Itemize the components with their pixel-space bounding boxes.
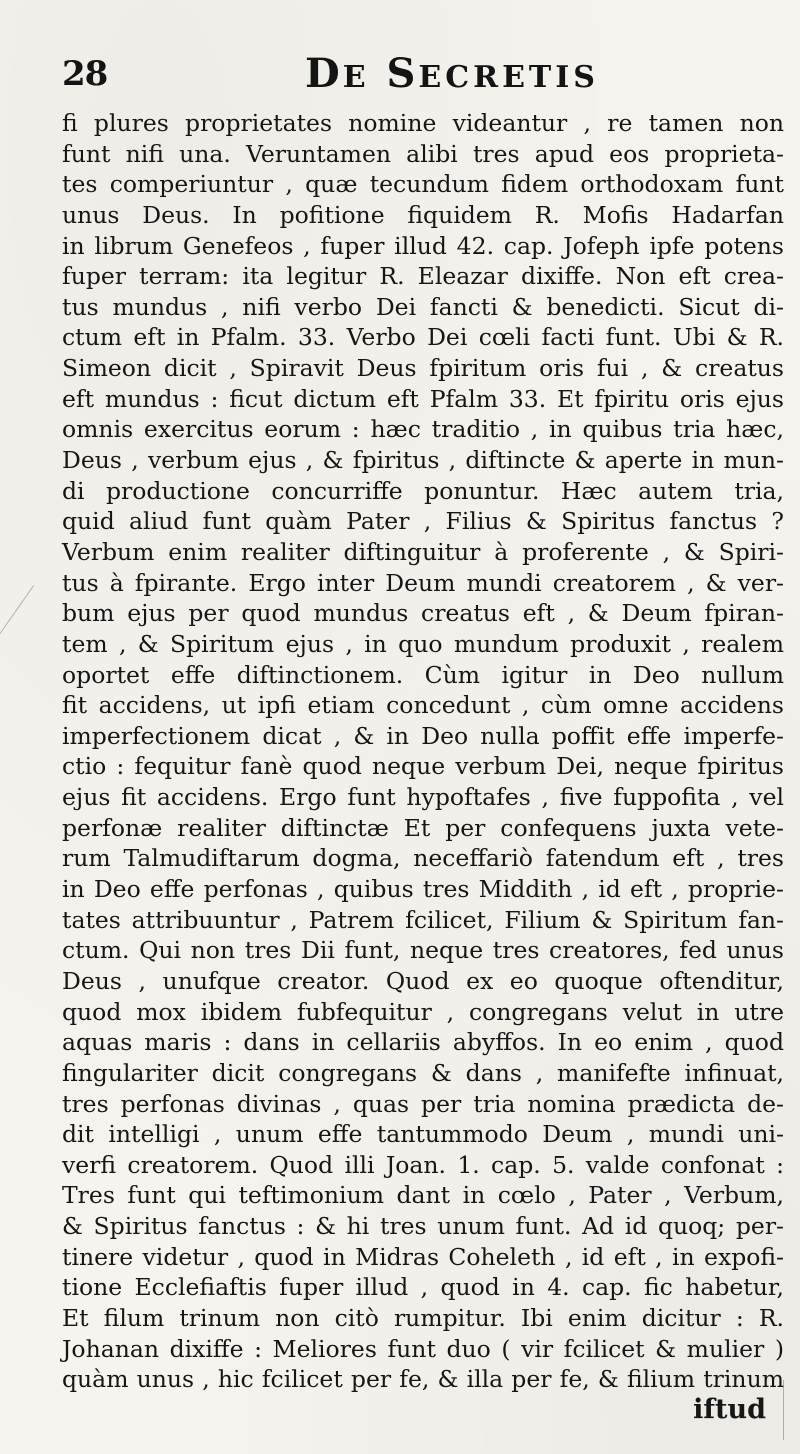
text-line: tates attribuuntur , Patrem fcilicet, Filium & Spiritum fan- (62, 905, 784, 934)
running-title-rest-2: ECRETIS (418, 60, 599, 95)
text-line: Simeon dicit , Spiravit Deus fpiritum oris fui , & creatus (62, 354, 784, 383)
text-line: aquas maris : dans in cellariis abyffos. In eo enim , quod (62, 1028, 784, 1057)
text-line: quàm unus , hic fcilicet per fe, & illa per fe, & filium trinum (62, 1365, 784, 1394)
text-line: rum Talmudiftarum dogma, neceffariò fatendum eft , tres (62, 844, 784, 873)
text-line: Verbum enim realiter diftinguitur à proferente , & Spiri- (62, 537, 784, 566)
text-line: Et filum trinum non citò rumpitur. Ibi enim dicitur : R. (62, 1303, 784, 1332)
running-title-rest-1: E (342, 60, 370, 95)
text-line: perfonæ realiter diftinctæ Et per confequens juxta vete- (62, 813, 784, 842)
margin-mark (0, 585, 34, 635)
text-line: in Deo effe perfonas , quibus tres Middith , id eft , proprie- (62, 875, 784, 904)
text-line: tione Ecclefiaftis fuper illud , quod in 4. cap. fic habetur, (62, 1273, 784, 1302)
text-line: fi plures proprietates nomine videantur , re tamen non (62, 109, 784, 137)
text-line: bum ejus per quod mundus creatus eft , & Deum fpiran- (62, 599, 784, 628)
text-line: tem , & Spiritum ejus , in quo mundum produxit , realem (62, 629, 784, 658)
running-title (305, 50, 599, 97)
text-line: fit accidens, ut ipfi etiam concedunt , cùm omne accidens (62, 691, 784, 720)
text-line: oportet effe diftinctionem. Cùm igitur in Deo nullum (62, 660, 784, 689)
text-line: verfi creatorem. Quod illi Joan. 1. cap. 5. valde confonat : (62, 1150, 784, 1179)
running-head (0, 50, 800, 98)
text-line: omnis exercitus eorum : hæc traditio , in quibus tria hæc, (62, 415, 784, 444)
running-title-initial-2: S (386, 50, 419, 97)
text-line: ctum eft in Pfalm. 33. Verbo Dei cœli facti funt. Ubi & R. (62, 323, 784, 352)
body-text (62, 108, 784, 1395)
text-line: tus à fpirante. Ergo inter Deum mundi creatorem , & ver- (62, 568, 784, 597)
text-line: & Spiritus fanctus : & hi tres unum funt. Ad id quoq; per- (62, 1212, 784, 1241)
running-title-initial-1: D (305, 50, 343, 97)
page-number: 28 (62, 54, 108, 94)
text-line: Johanan dixiffe : Meliores funt duo ( vir fcilicet & mulier ) (62, 1334, 784, 1363)
text-line: fuper terram: ita legitur R. Eleazar dixiffe. Non eft crea- (62, 262, 784, 291)
text-line: tinere videtur , quod in Midras Coheleth , id eft , in expofi- (62, 1242, 784, 1271)
catchword: iftud (693, 1394, 766, 1425)
text-line: quid aliud funt quàm Pater , Filius & Spiritus fanctus ? (62, 507, 784, 536)
text-line: ejus fit accidens. Ergo funt hypoftafes , five fuppofita , vel (62, 783, 784, 812)
text-line: quod mox ibidem fubfequitur , congregans velut in utre (62, 997, 784, 1026)
text-line: imperfectionem dicat , & in Deo nulla poffit effe imperfe- (62, 721, 784, 750)
text-line: ctum. Qui non tres Dii funt, neque tres creatores, fed unus (62, 936, 784, 965)
text-line: dit intelligi , unum effe tantummodo Deum , mundi uni- (62, 1120, 784, 1149)
text-line: eft mundus : ficut dictum eft Pfalm 33. Et fpiritu oris ejus (62, 384, 784, 413)
text-line: tus mundus , nifi verbo Dei fancti & benedicti. Sicut di- (62, 292, 784, 321)
text-line: tes comperiuntur , quæ tecundum fidem orthodoxam funt (62, 170, 784, 199)
text-line: funt nifi una. Veruntamen alibi tres apud eos proprieta- (62, 139, 784, 168)
margin-mark (783, 1380, 784, 1440)
text-line: Tres funt qui teftimonium dant in cœlo , Pater , Verbum, (62, 1181, 784, 1210)
text-line: di productione concurriffe ponuntur. Hæc autem tria, (62, 476, 784, 505)
text-line: ctio : fequitur fanè quod neque verbum Dei, neque fpiritus (62, 752, 784, 781)
text-line: unus Deus. In pofitione fiquidem R. Mofis Hadarfan (62, 200, 784, 229)
text-line: in librum Genefeos , fuper illud 42. cap. Jofeph ipfe potens (62, 231, 784, 260)
text-line: tres perfonas divinas , quas per tria nomina prædicta de- (62, 1089, 784, 1118)
text-line: fingulariter dicit congregans & dans , manifefte infinuat, (62, 1058, 784, 1087)
text-line: Deus , verbum ejus , & fpiritus , diftincte & aperte in mun- (62, 446, 784, 475)
text-line: Deus , unufque creator. Quod ex eo quoque oftenditur, (62, 966, 784, 995)
